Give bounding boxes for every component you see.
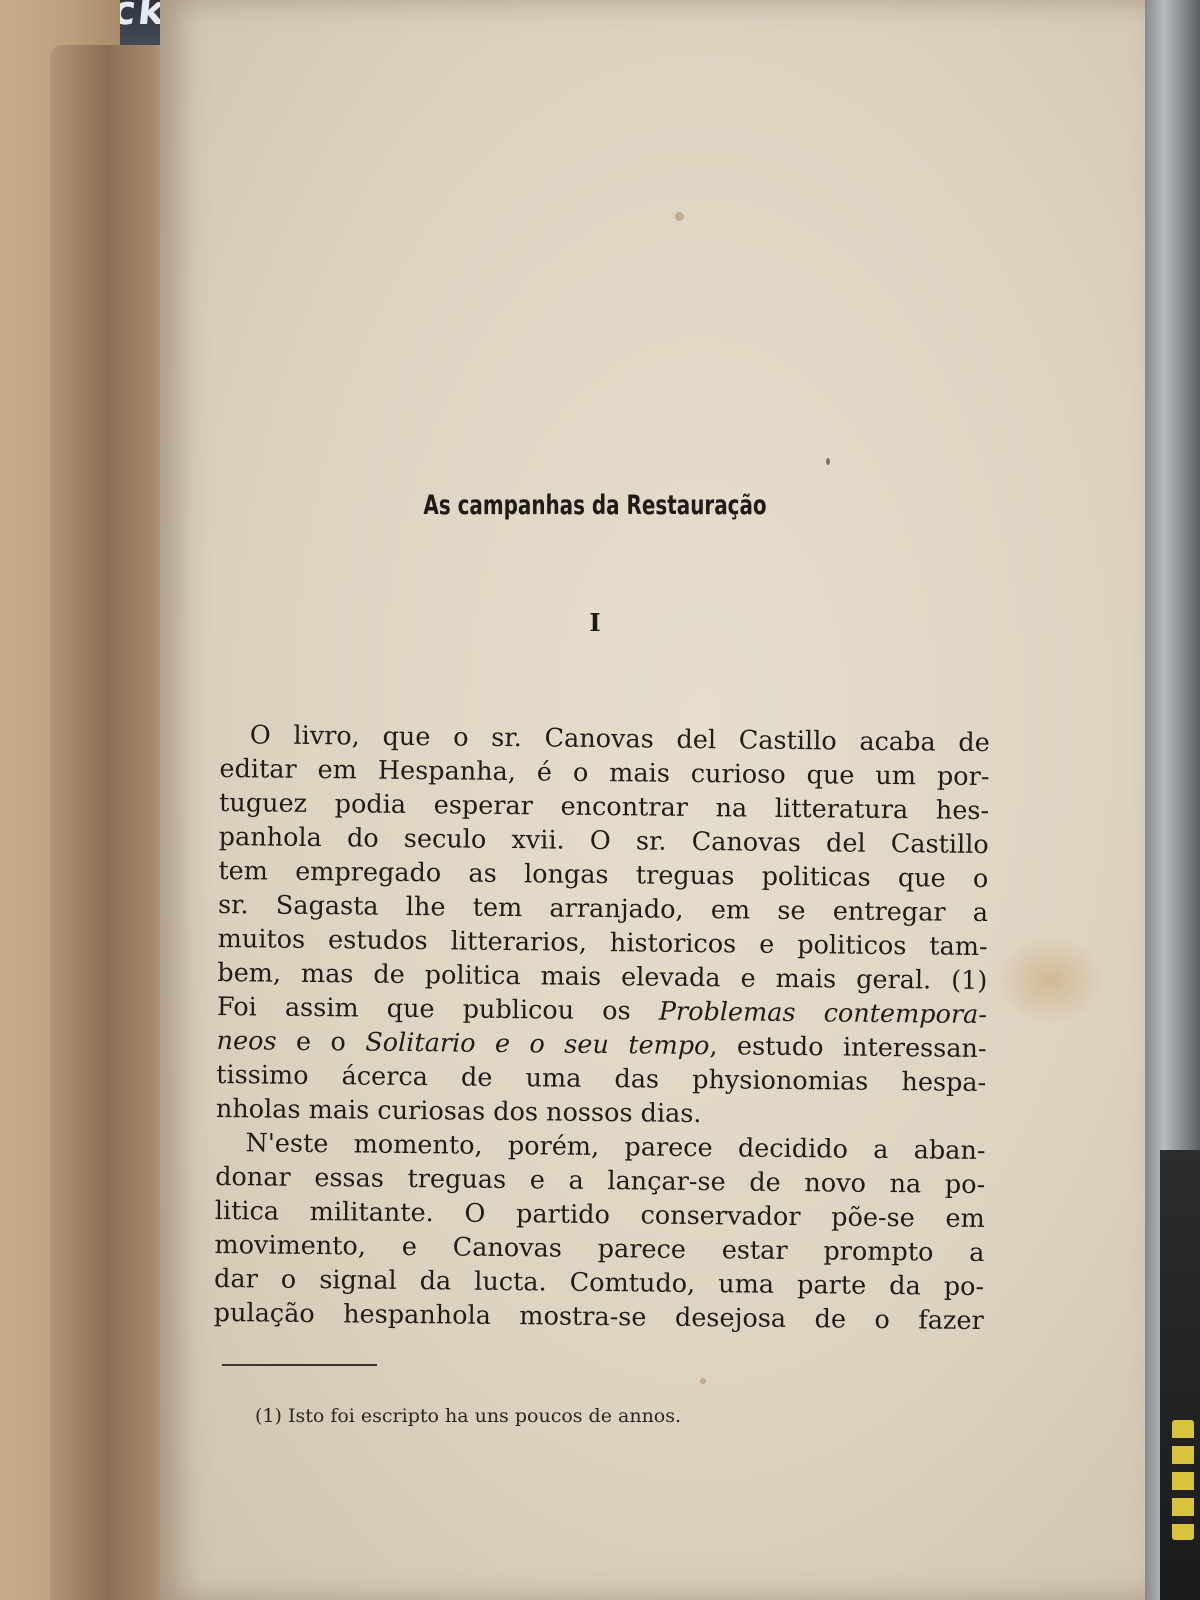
text-line: nholas mais curiosas dos nossos dias. — [215, 1093, 702, 1130]
text-line: pulação hespanhola mostra-se desejosa de o fazer — [213, 1297, 984, 1337]
background-tape — [1172, 1420, 1194, 1540]
text-line: movimento, e Canovas parece estar prompto a — [214, 1229, 985, 1269]
chapter-numeral: I — [589, 608, 601, 637]
page-speck — [826, 458, 830, 465]
page-speck — [700, 1378, 706, 1384]
text-line: dar o signal da lucta. Comtudo, uma parte da po- — [213, 1263, 985, 1303]
text-line: donar essas treguas e a lançar-se de novo na po- — [215, 1161, 986, 1201]
text-fragment: , estudo interessan- — [709, 1031, 987, 1065]
text-line: sr. Sagasta lhe tem arranjado, em se entregar a — [217, 889, 989, 929]
text-line: tissimo ácerca de uma das physionomias hespa- — [216, 1059, 987, 1099]
footnote-divider — [222, 1364, 377, 1366]
text-line: tuguez podia esperar encontrar na litteratura hes- — [218, 787, 990, 827]
body-text — [214, 718, 990, 1338]
book-title-italic: Problemas contempora- — [658, 996, 988, 1031]
text-line: panhola do seculo xvii. O sr. Canovas del Castillo — [218, 821, 989, 861]
page-speck — [675, 212, 684, 221]
text-line: editar em Hespanha, é o mais curioso que um por- — [219, 753, 990, 793]
text-line: muitos estudos litterarios, historicos e politicos tam- — [217, 923, 988, 963]
text-fragment: Foi assim que publicou os — [216, 991, 659, 1027]
footnote: (1) Isto foi escripto ha uns poucos de annos. — [255, 1405, 682, 1427]
text-fragment: e o — [276, 1026, 366, 1058]
text-line: O livro, que o sr. Canovas del Castillo acaba de — [249, 720, 990, 759]
text-line: N'este momento, porém, parece decidido a aban- — [245, 1128, 986, 1167]
chapter-title: As campanhas da Restauração — [423, 490, 767, 521]
text-line: bem, mas de politica mais elevada e mais geral. (1) — [217, 957, 988, 997]
text-line: litica militante. O partido conservador põe-se em — [214, 1195, 985, 1235]
book-title-italic: Solitario e o seu tempo — [365, 1027, 710, 1062]
page-stain — [995, 935, 1105, 1025]
book-title-italic: neos — [216, 1025, 277, 1057]
text-line: tem empregado as longas treguas politicas que o — [218, 855, 989, 895]
